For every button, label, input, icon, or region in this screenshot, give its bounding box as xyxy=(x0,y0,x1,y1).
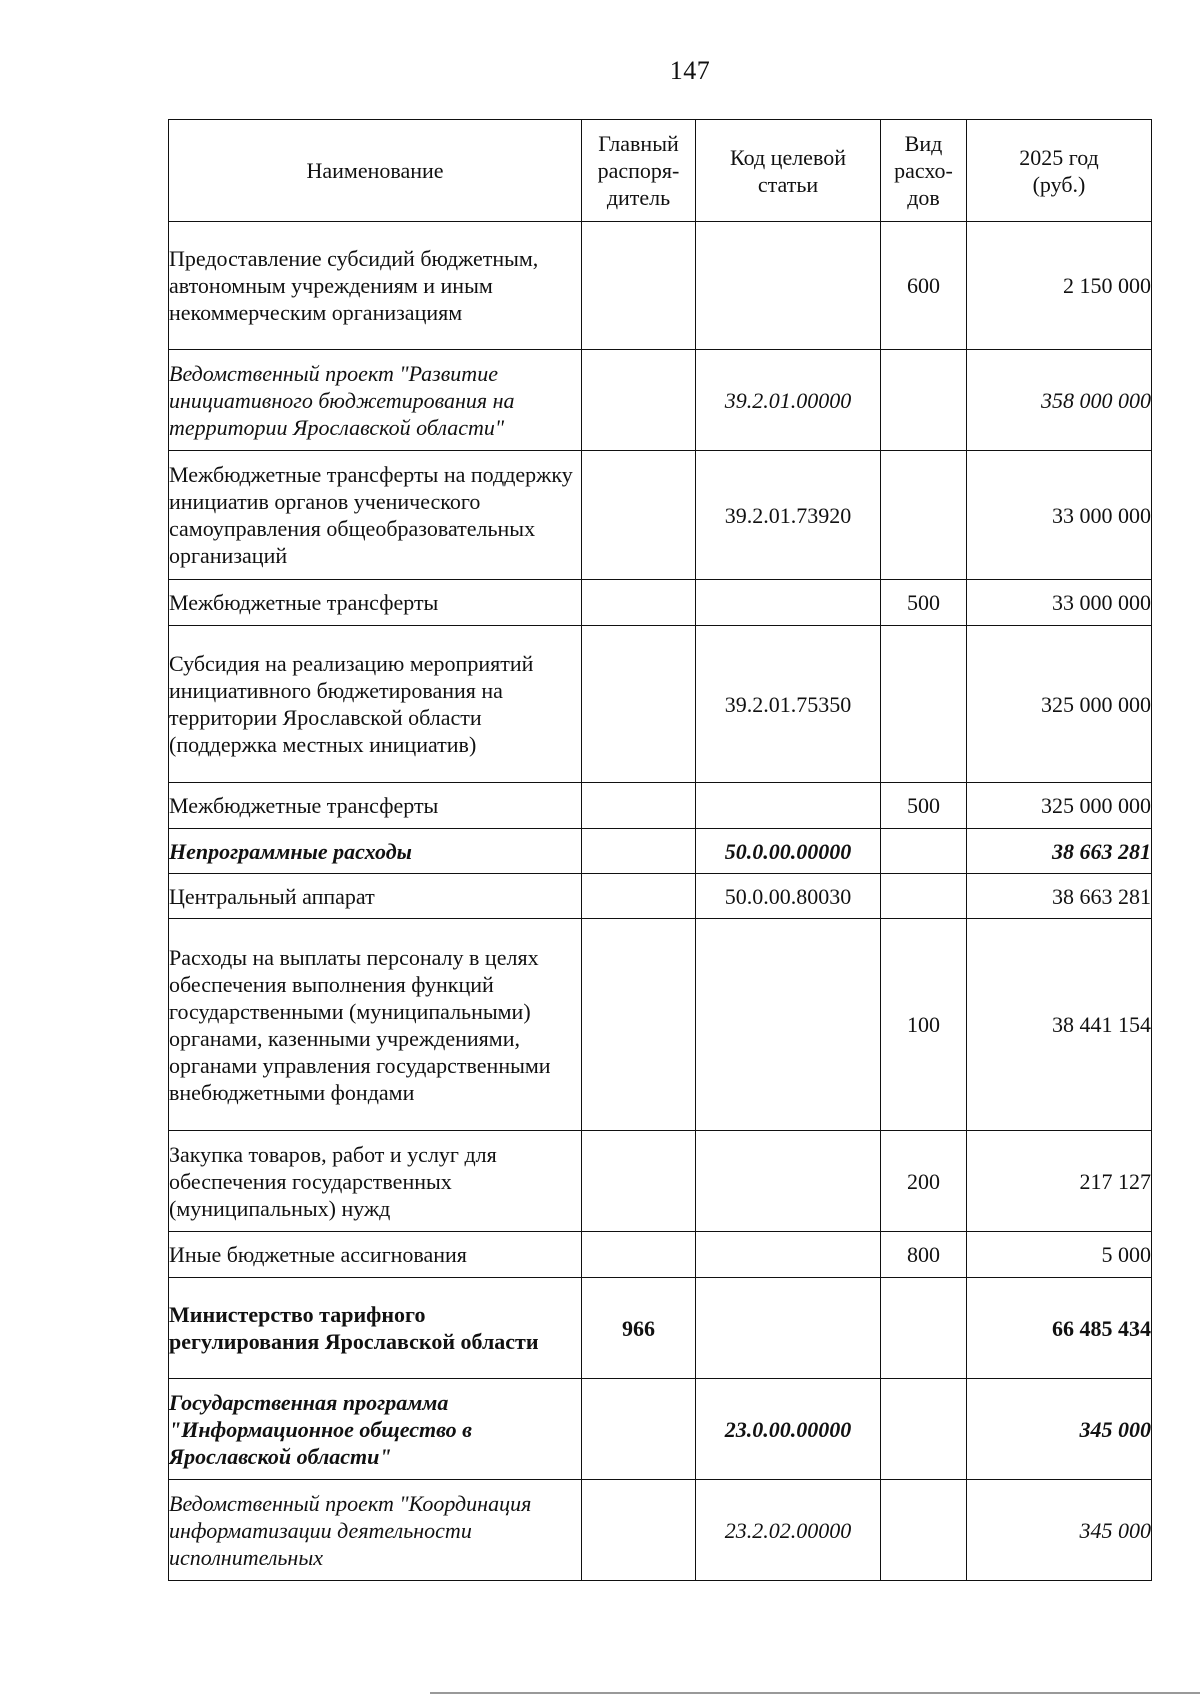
table-row xyxy=(169,829,1152,874)
row-name: Предоставление субсидий бюджетным, автономным учреждениям и иным некоммерческим организациям xyxy=(169,222,582,350)
row-code xyxy=(696,919,881,1131)
page-number: 147 xyxy=(669,56,711,85)
table-row xyxy=(169,451,1152,580)
header-amount-text: 2025 год (руб.) xyxy=(1019,144,1099,197)
header-kind xyxy=(881,120,967,222)
row-admin xyxy=(582,1480,696,1581)
table-row xyxy=(169,1232,1152,1278)
row-name: Иные бюджетные ассигнования xyxy=(169,1232,582,1278)
row-amount: 38 441 154 xyxy=(967,919,1152,1131)
row-amount: 66 485 434 xyxy=(967,1278,1152,1379)
table-row xyxy=(169,1480,1152,1581)
header-kind-text: Вид расхо-дов xyxy=(894,131,953,210)
table-row xyxy=(169,580,1152,626)
row-name: Государственная программа "Информационное общество в Ярославской области" xyxy=(169,1379,582,1480)
row-name: Закупка товаров, работ и услуг для обеспечения государственных (муниципальных) нужд xyxy=(169,1131,582,1232)
row-admin xyxy=(582,1232,696,1278)
row-amount: 325 000 000 xyxy=(967,783,1152,829)
table-body xyxy=(169,222,1152,1581)
header-code xyxy=(696,120,881,222)
row-code xyxy=(696,1232,881,1278)
table-row xyxy=(169,919,1152,1131)
row-amount: 345 000 xyxy=(967,1379,1152,1480)
row-admin xyxy=(582,222,696,350)
row-kind xyxy=(881,1278,967,1379)
table-row xyxy=(169,1131,1152,1232)
row-kind xyxy=(881,626,967,783)
table-header xyxy=(169,120,1152,222)
row-admin xyxy=(582,1131,696,1232)
row-admin xyxy=(582,874,696,919)
row-admin xyxy=(582,919,696,1131)
row-admin xyxy=(582,783,696,829)
row-code: 39.2.01.73920 xyxy=(696,451,881,580)
row-code xyxy=(696,1278,881,1379)
row-amount: 38 663 281 xyxy=(967,829,1152,874)
row-kind: 200 xyxy=(881,1131,967,1232)
row-amount: 217 127 xyxy=(967,1131,1152,1232)
row-kind xyxy=(881,350,967,451)
row-code: 23.2.02.00000 xyxy=(696,1480,881,1581)
row-admin xyxy=(582,350,696,451)
row-kind: 500 xyxy=(881,783,967,829)
row-code: 50.0.00.80030 xyxy=(696,874,881,919)
table-row xyxy=(169,222,1152,350)
row-amount: 5 000 xyxy=(967,1232,1152,1278)
row-kind xyxy=(881,829,967,874)
row-amount: 325 000 000 xyxy=(967,626,1152,783)
table-row xyxy=(169,1278,1152,1379)
row-admin xyxy=(582,580,696,626)
row-kind xyxy=(881,1480,967,1581)
header-admin-text: Главный распоря-дитель xyxy=(597,131,680,210)
row-kind xyxy=(881,1379,967,1480)
row-admin xyxy=(582,451,696,580)
table-row xyxy=(169,783,1152,829)
row-name: Министерство тарифного регулирования Ярославской области xyxy=(169,1278,582,1379)
row-kind: 100 xyxy=(881,919,967,1131)
row-code: 39.2.01.75350 xyxy=(696,626,881,783)
header-amount xyxy=(967,120,1152,222)
row-name: Межбюджетные трансферты на поддержку инициатив органов ученического самоуправления общеобразовательных организаций xyxy=(169,451,582,580)
row-code: 23.0.00.00000 xyxy=(696,1379,881,1480)
row-kind: 600 xyxy=(881,222,967,350)
row-code xyxy=(696,1131,881,1232)
row-name: Межбюджетные трансферты xyxy=(169,783,582,829)
table-row xyxy=(169,626,1152,783)
row-admin xyxy=(582,626,696,783)
table-row xyxy=(169,874,1152,919)
header-code-text: Код целевой статьи xyxy=(730,144,846,197)
row-name: Расходы на выплаты персоналу в целях обеспечения выполнения функций государственными (муниципальными) органами, казенными учреждениями, органами управления государственными внебюджетными фондами xyxy=(169,919,582,1131)
row-amount: 345 000 xyxy=(967,1480,1152,1581)
row-amount: 358 000 000 xyxy=(967,350,1152,451)
row-code xyxy=(696,222,881,350)
row-admin: 966 xyxy=(582,1278,696,1379)
header-admin xyxy=(582,120,696,222)
row-code xyxy=(696,783,881,829)
scan-edge-line xyxy=(430,1692,1200,1694)
row-code xyxy=(696,580,881,626)
table-row xyxy=(169,1379,1152,1480)
row-code: 39.2.01.00000 xyxy=(696,350,881,451)
row-kind: 500 xyxy=(881,580,967,626)
header-row xyxy=(169,120,1152,222)
row-code: 50.0.00.00000 xyxy=(696,829,881,874)
budget-table xyxy=(168,119,1152,1581)
row-name: Ведомственный проект "Развитие инициативного бюджетирования на территории Ярославской области" xyxy=(169,350,582,451)
table-row xyxy=(169,350,1152,451)
row-name: Межбюджетные трансферты xyxy=(169,580,582,626)
row-name: Ведомственный проект "Координация информатизации деятельности исполнительных xyxy=(169,1480,582,1581)
row-kind: 800 xyxy=(881,1232,967,1278)
header-name: Наименование xyxy=(169,120,582,222)
row-name: Непрограммные расходы xyxy=(169,829,582,874)
row-amount: 38 663 281 xyxy=(967,874,1152,919)
row-admin xyxy=(582,1379,696,1480)
row-name: Центральный аппарат xyxy=(169,874,582,919)
row-amount: 33 000 000 xyxy=(967,580,1152,626)
row-kind xyxy=(881,451,967,580)
row-amount: 33 000 000 xyxy=(967,451,1152,580)
row-amount: 2 150 000 xyxy=(967,222,1152,350)
row-admin xyxy=(582,829,696,874)
row-name: Субсидия на реализацию мероприятий инициативного бюджетирования на территории Ярославской области (поддержка местных инициатив) xyxy=(169,626,582,783)
row-kind xyxy=(881,874,967,919)
